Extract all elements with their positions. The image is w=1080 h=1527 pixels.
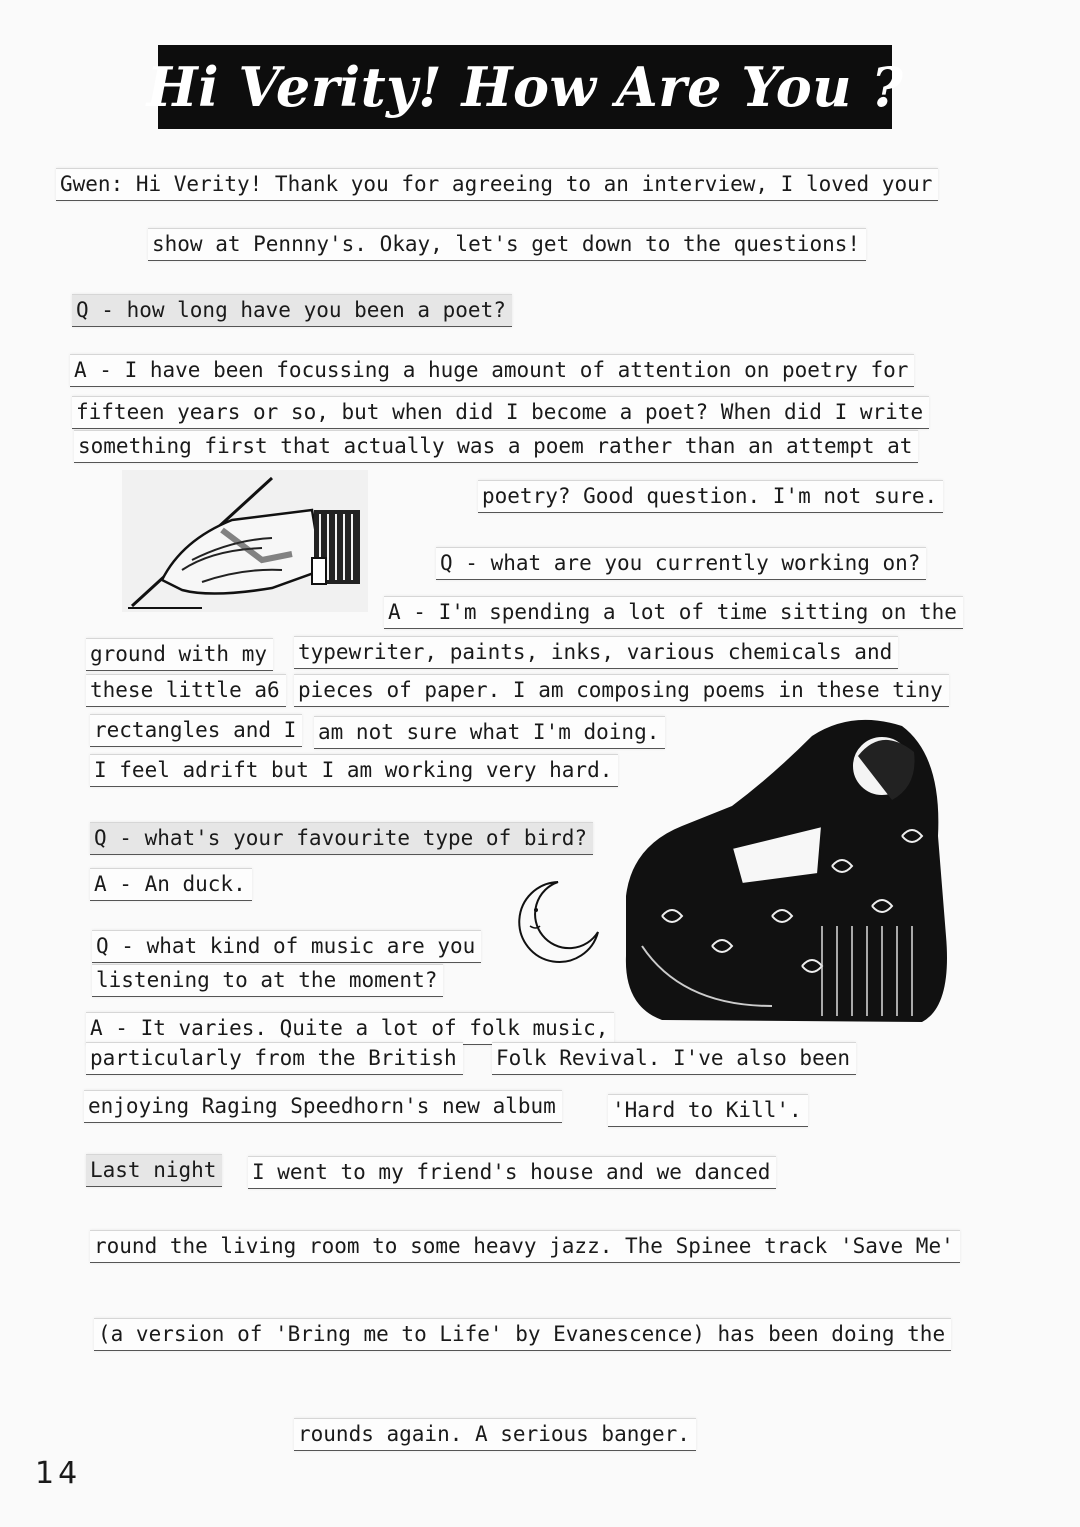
answer-strip: poetry? Good question. I'm not sure. (478, 480, 943, 513)
answer-strip: 'Hard to Kill'. (608, 1094, 808, 1127)
text-strip: show at Pennny's. Okay, let's get down to the questions! (148, 228, 866, 261)
answer-strip: I feel adrift but I am working very hard. (90, 754, 618, 787)
hand-writing-with-pen-icon (122, 470, 368, 612)
answer-strip: A - An duck. (90, 868, 252, 901)
answer-strip: fifteen years or so, but when did I become a poet? When did I write (72, 396, 929, 429)
title-banner (146, 45, 904, 129)
page-number: 14 (35, 1456, 82, 1491)
answer-strip: (a version of 'Bring me to Life' by Evanescence) has been doing the (94, 1318, 951, 1351)
answer-strip: typewriter, paints, inks, various chemicals and (294, 636, 898, 669)
question-strip: Q - what's your favourite type of bird? (90, 822, 593, 855)
answer-strip: pieces of paper. I am composing poems in these tiny (294, 674, 949, 707)
answer-strip: enjoying Raging Speedhorn's new album (84, 1090, 562, 1123)
question-strip: listening to at the moment? (92, 964, 443, 997)
answer-strip: am not sure what I'm doing. (314, 716, 665, 749)
answer-strip: Folk Revival. I've also been (492, 1042, 856, 1075)
answer-strip: ground with my (86, 638, 273, 671)
answer-strip: rectangles and I (90, 714, 302, 747)
answer-strip: round the living room to some heavy jazz. The Spinee track 'Save Me' (90, 1230, 960, 1263)
moon-illustration (512, 876, 604, 968)
answer-strip: A - I'm spending a lot of time sitting on the (384, 596, 963, 629)
text-strip: Gwen: Hi Verity! Thank you for agreeing to an interview, I loved your (56, 168, 938, 201)
question-strip: Q - what kind of music are you (92, 930, 481, 963)
crescent-moon-icon (512, 876, 604, 968)
answer-strip: particularly from the British (86, 1042, 463, 1075)
answer-strip: these little a6 (86, 674, 286, 707)
victorian-woman-illustration (622, 716, 952, 1024)
hand-writing-illustration (122, 470, 368, 612)
answer-strip: Last night (86, 1154, 222, 1187)
question-strip: Q - how long have you been a poet? (72, 294, 512, 327)
answer-strip: I went to my friend's house and we danced (248, 1156, 776, 1189)
answer-strip: something first that actually was a poem rather than an attempt at (74, 430, 918, 463)
page-title: Hi Verity! How Are You ? (146, 55, 904, 119)
answer-strip: A - I have been focussing a huge amount of attention on poetry for (70, 354, 914, 387)
answer-strip: A - It varies. Quite a lot of folk music, (86, 1012, 614, 1045)
victorian-woman-reading-illustration (622, 716, 952, 1024)
answer-strip: rounds again. A serious banger. (294, 1418, 696, 1451)
question-strip: Q - what are you currently working on? (436, 547, 926, 580)
